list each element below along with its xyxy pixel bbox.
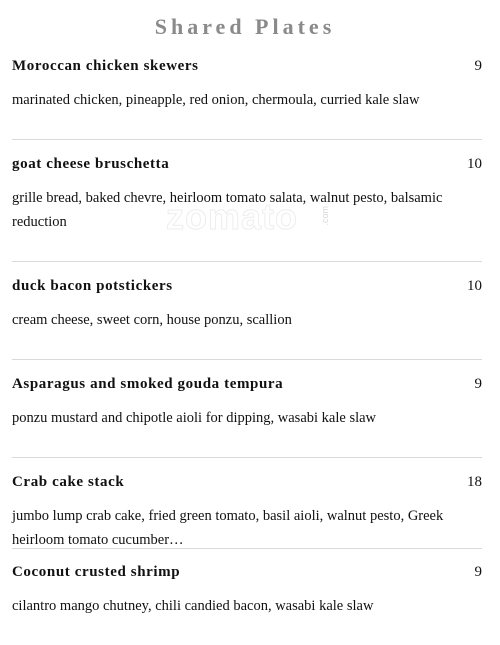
item-divider [12,261,482,262]
item-price: 9 [474,564,482,580]
item-price: 10 [467,156,482,172]
item-divider [12,139,482,140]
item-name: duck bacon potstickers [12,278,173,294]
item-name: Crab cake stack [12,474,125,490]
item-divider [12,359,482,360]
item-name: Asparagus and smoked gouda tempura [12,376,284,392]
zomato-watermark-suffix: .com [320,206,330,226]
item-description: jumbo lump crab cake, fried green tomato, basil aioli, walnut pesto, Greek heirloom tomato cucumber… [12,508,444,548]
item-description: ponzu mustard and chipotle aioli for dipping, wasabi kale slaw [12,410,377,426]
item-divider [12,548,482,549]
item-divider [12,457,482,458]
item-price: 18 [467,474,482,490]
item-price: 9 [474,376,482,392]
zomato-watermark: zomato [166,196,298,237]
item-description: cream cheese, sweet corn, house ponzu, scallion [12,312,292,328]
item-name: Coconut crusted shrimp [12,564,181,580]
item-description: cilantro mango chutney, chili candied bacon, wasabi kale slaw [12,598,374,614]
item-description: grille bread, baked chevre, heirloom tomato salata, walnut pesto, balsamic reduction [12,190,443,230]
item-price: 10 [467,278,482,294]
item-description: marinated chicken, pineapple, red onion, chermoula, curried kale slaw [12,92,420,108]
item-price: 9 [474,58,482,74]
item-name: goat cheese bruschetta [12,156,170,172]
section-title: Shared Plates [154,14,336,39]
item-name: Moroccan chicken skewers [12,58,199,74]
